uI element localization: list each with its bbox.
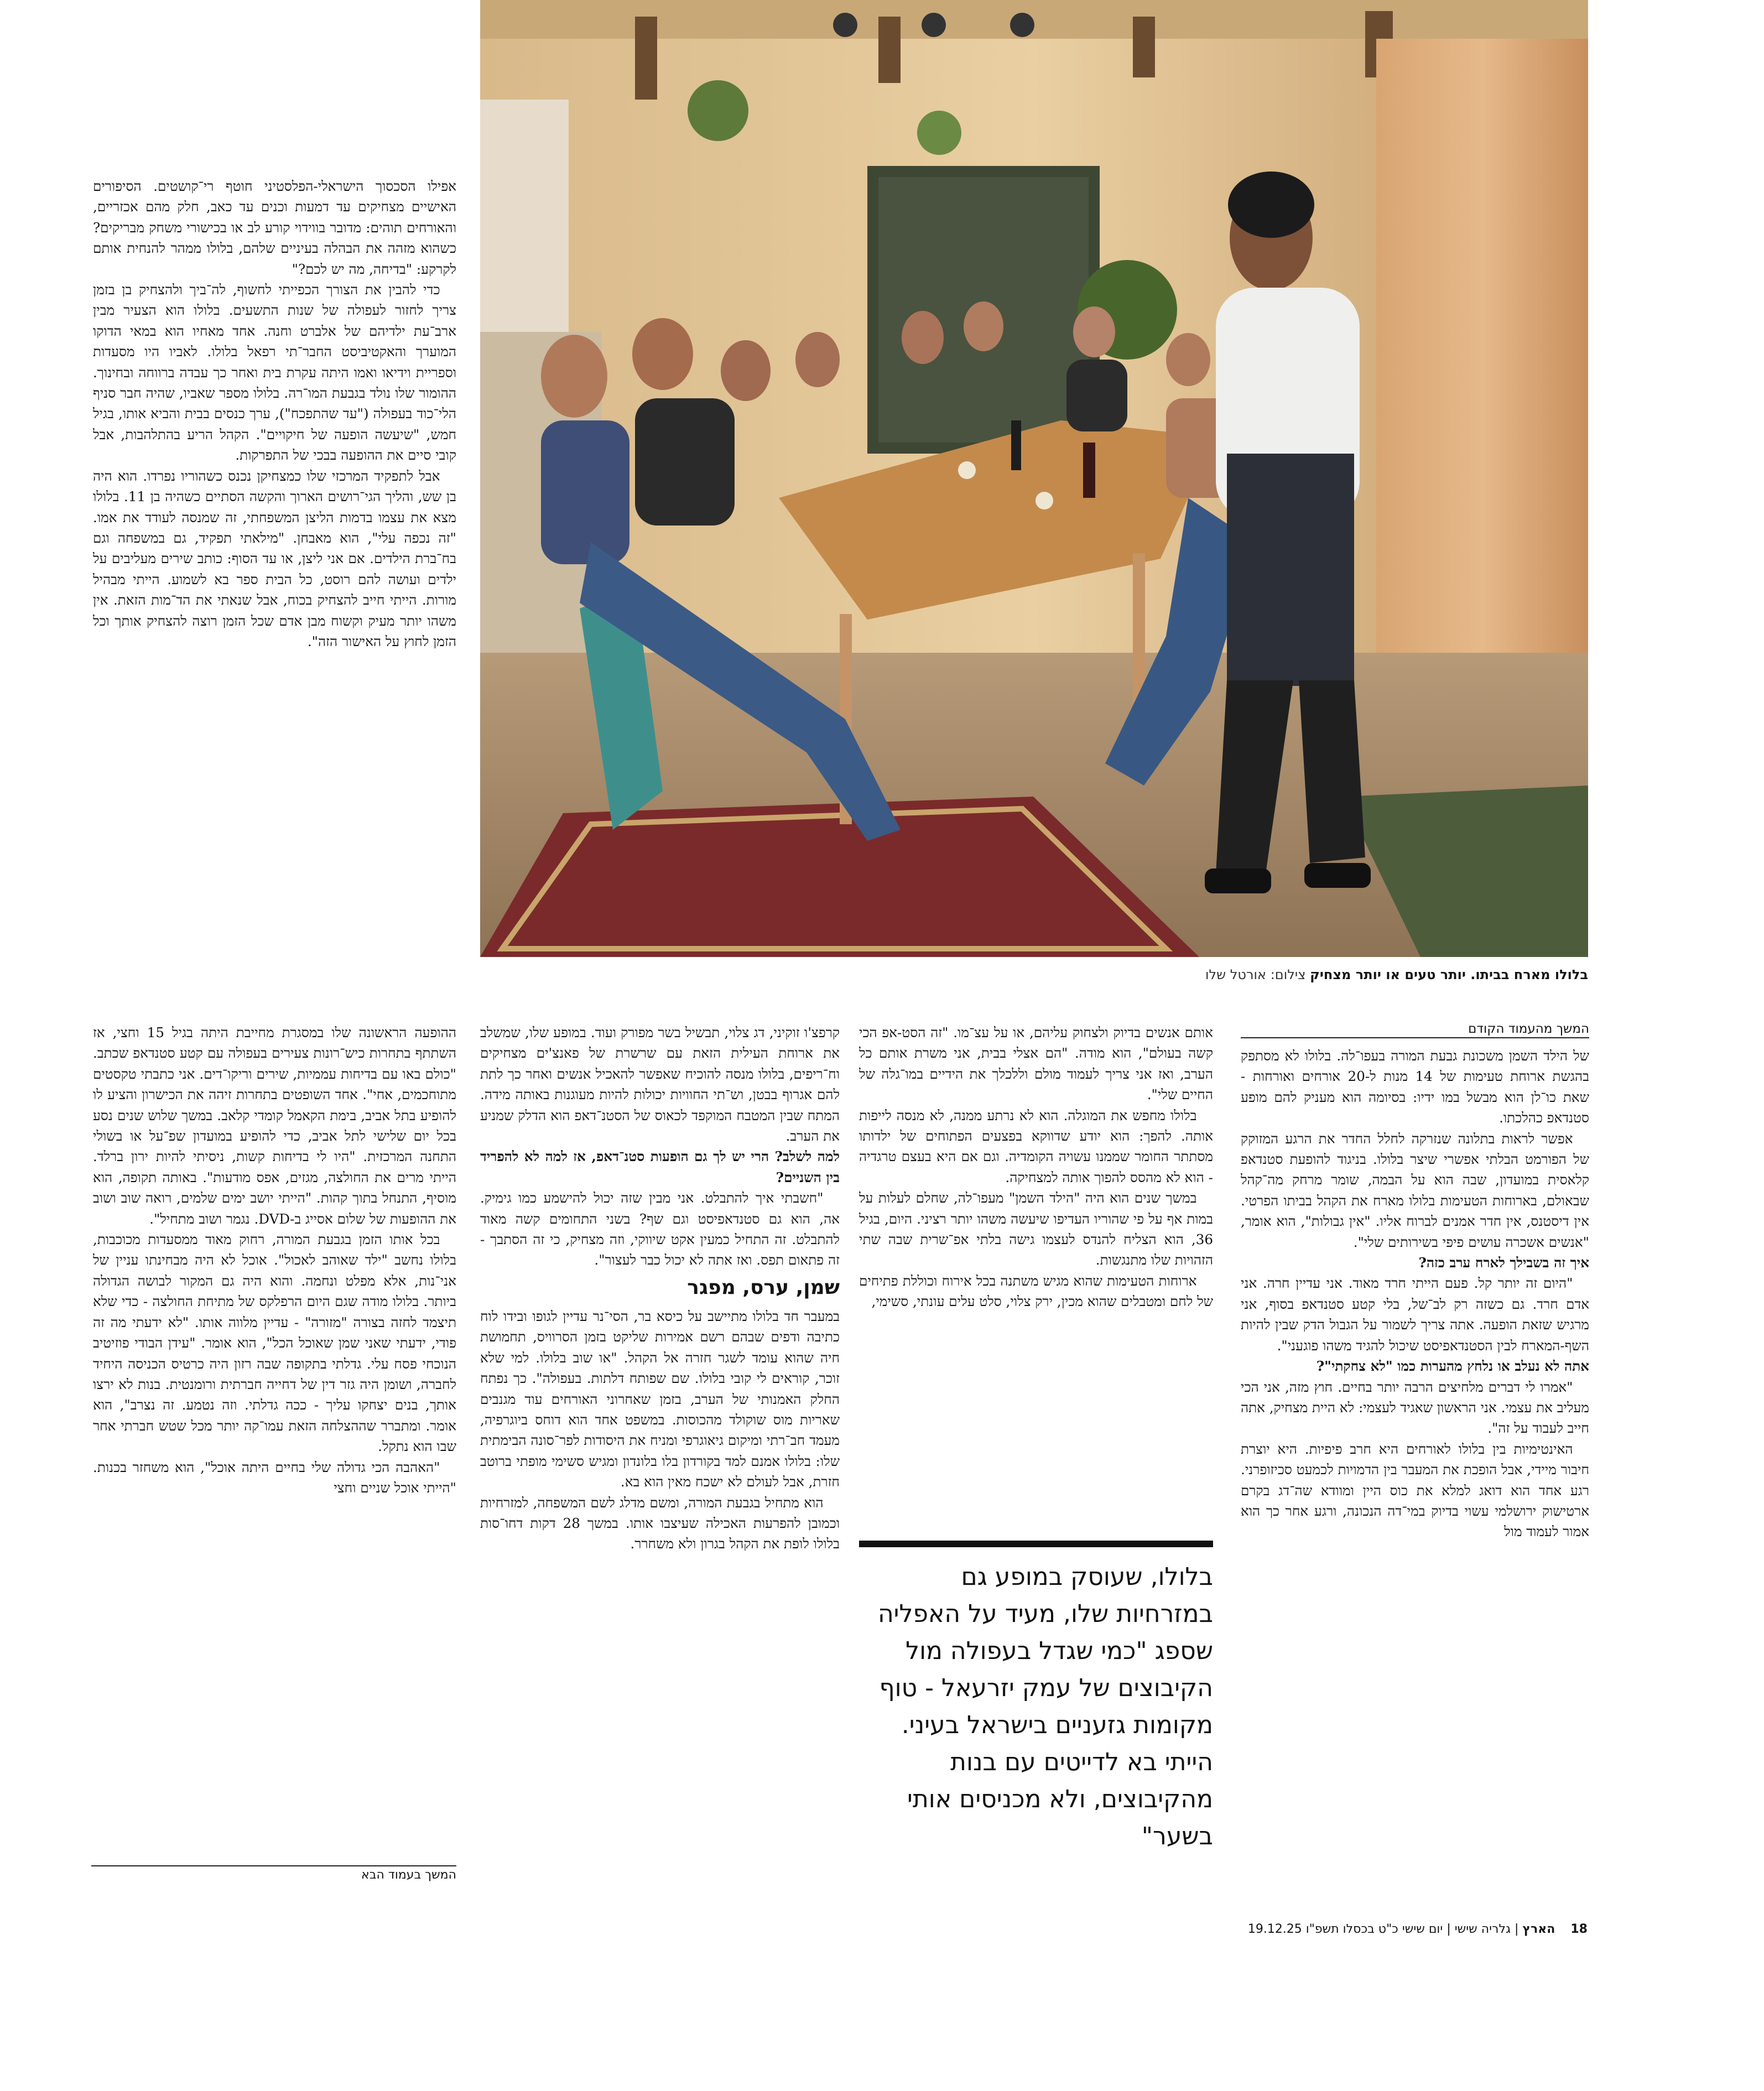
continued-from-label: המשך מהעמוד הקודם (1241, 1021, 1589, 1038)
section-name: גלריה שישי (1454, 1922, 1511, 1936)
paragraph: של הילד השמן משכונת גבעת המורה בעפו־לה. בלולו לא מסתפק בהגשת ארוחת טעימות של 14 מנות ל-20 אורחים ואורחות - שאת כו־לן הוא מבשל במו ידיו: בסיומה הוא מעניק להם מופע סטנדאפ כהלכתו. (1241, 1048, 1589, 1126)
column-left-top (93, 176, 456, 989)
interview-question: אתה לא נעלב או נלחץ מהערות כמו "לא צחקתי"? (1316, 1358, 1589, 1375)
paragraph: כדי להבין את הצורך הכפייתי לחשוף, לה־ביך ולהצחיק בן בזמן צריך לחזור לעפולה של שנות התשעים. בלולו הוא הצעיר מבין ארב־עת ילדיהם של אלברט וחנה. אחד מאחיו הוא במאי הדוקו המוערך והאקטיביסט החבר־תי רפאל בלולו. לאביו היו מסעדות וספריית וידיאו ואמו היתה עקרת בית ואחר כך עבדה ברווחה ובחינוך. ההומור שלו נולד בגבעת המו־רה. בלולו מספר שאביו, שהיה חבר סניף הלי־כוד בעפולה ("עד שהתפכח"), ערך כנסים בבית והביא אותו, בגיל חמש, "שיעשה הופעה של חיקויים". הקהל הריע בהתלהבות, אבל קובי סיים את ההופעה בבכי של התפרקות. (93, 282, 456, 464)
paragraph: אותם אנשים בדיוק ולצחוק עליהם, או על עצ־מו. "זה הסט-אפ הכי קשה בעולם", הוא מודה. "הם אצלי בבית, אני משרת אותם כל הערב, ואז אני צריך לעמוד מולם וללכלך את הידיים במו־גלה של החיים שלי". (859, 1024, 1213, 1103)
interview-question: למה לשלב? הרי יש לך גם הופעות סטנ־דאפ, אז למה לא להפריד בין השניים? (480, 1148, 840, 1185)
paragraph: אבל לתפקיד המרכזי שלו כמצחיקן נכנס כשהוריו נפרדו. הוא היה בן שש, והליך הגי־רושים הארוך והקשה הסתיים כשהיה בן 11. בלולו מצא את עצמו בדמות הליצן המשפחתי, זה שמנסה לעודד את אמו. "זה נכפה עלי", הוא מאבחן. "מילאתי תפקיד, גם במשפחה וגם בח־ברת הילדים. אם אני ליצן, או עד הסוף: כותב שירים מעליבים על ילדים ועושה להם רוסט, כל הבית ספר בא לשמוע. הייתי מבהיל מורות. הייתי חייב להצחיק בכוח, אבל שנאתי את הד־מות הזאת. אין משהו יותר מעיק וקשוח מבן אדם שכל הזמן רוצה להצחיק אותך וכל הזמן לחוץ על האישור הזה". (93, 467, 456, 649)
paragraph: אפילו הסכסוך הישראלי-הפלסטיני חוטף רי־קושטים. הסיפורים האישיים מצחיקים עד דמעות וכנים עד כאב, חלק מהם אכזריים, והאורחים תוהים: מדובר בווידוי קורע לב או בכישורי משחק מבריקים? כשהוא מזהה את הבהלה בעיניים שלהם, בלולו ממהר להנחית אותם לקרקע: "בדיחה, מה יש לכם?" (93, 178, 456, 277)
paragraph: ארוחות הטעימות שהוא מגיש משתנה בכל אירוח וכוללת פתיחים של לחם ומטבלים שהוא מכין, ירק צלוי, סלט עלים עונתי, סשימי, (859, 1272, 1213, 1310)
page-footer (1134, 1920, 1588, 1939)
footer-separator: | (1443, 1922, 1451, 1936)
paragraph: "אמרו לי דברים מלחיצים הרבה יותר בחיים. חוץ מזה, אני הכי מעליב את עצמי. אני הראשון שאגיד לעצמי: לא היית מצחיק, אתה חייב לעבוד על זה". (1241, 1379, 1589, 1437)
paragraph: ההופעה הראשונה שלו במסגרת מחייבת היתה בגיל 15 וחצי, אז השתתף בתחרות כיש־רונות צעירים בעפולה עם קטע סטנדאפ שכתב. "כולם באו עם בדיחות עממיות, שירים וריקו־דים. אני כתבתי טקסטים מתוחכמים, אחי". אחד השופטים בתחרות זיהה את הכישרון והציע לו להופיע בתל אביב, בימת הקאמל קומדי קלאב. במשך שלוש שנים נסע בכל יום שלישי לתל אביב, כדי להופיע במועדון שפ־על או בשולי התחנה המרכזית. "היו לי בדיחות קשות, ניסיתי להיות ירון ברלד. הייתי מרים את החולצה, מגזים, אפס מודעות". באותה תקופה, הוא מוסיף, התנחל בתוך קהות. "הייתי יושב ימים שלמים, רואה שוב ושוב את ההופעות של שלום אסייג ב-DVD. נגמר ושוב מתחיל". (93, 1024, 456, 1227)
issue-date: יום שישי כ"ט בכסלו תשפ"ו 19.12.25 (1247, 1922, 1443, 1936)
footer-separator: | (1511, 1922, 1519, 1936)
section-subheading: שמן, ערס, מפגר (687, 1276, 840, 1299)
photo-credit: צילום: אורטל שלו (1205, 967, 1306, 982)
dinner-photo (480, 0, 1588, 957)
column-1 (1241, 1046, 1589, 1900)
paragraph: אפשר לראות בתלונה שנזרקה לחלל החדר את הרגע המזוקק של הפורמט הבלתי אפשרי שיצר בלולו. בניגוד להופעת סטנדאפ קלאסית במועדון, שבה הוא על הבמה, שומר מרחק מה־קהל שבאולם, בארוחות הטעימות בלולו מארח את הקהל בביתו הפרטי. אין דיסטנס, אין חדר אמנים לברוח אליו. "אין גבולות", הוא אומר, "אנשים אשכרה עושים פיפי בשירותים שלי". (1241, 1130, 1589, 1250)
paragraph: "היום זה יותר קל. פעם הייתי חרד מאוד. אני עדיין חרה. אני אדם חרד. גם כשזה רק לב־של, בלי קטע סטנדאפ בסוף, אני מרגיש שזאת הופעה. אתה צריך לשמור על הגבול הדק שבין להיות השף-המארח לבין הסטנדאפיסט שיכול להגיד משהו פוגעני". (1241, 1275, 1589, 1354)
column-2 (859, 1022, 1213, 1531)
paragraph: במעבר חד בלולו מתיישב על כיסא בר, הסי־נר עדיין לגופו ובידו לוח כתיבה ודפים שבהם רשם אמירות שליקט בזמן הסרוויס, תחמושת חיה שהוא עומד לשגר חזרה אל הקהל. "או שוב בלולו. למי שלא זוכר, קוראים לי קובי בלולו. שם שפותח דלתות. בעפולה". כך נפתח החלק האמנותי של הערב, בזמן שאחרוני האורחים עוד מגנבים שאריות מוס שוקולד מהכוסות. במשפט אחד הוא דוחס ביוגרפיה, מעמד חב־רתי ומיקום גיאוגרפי ומניח את היסודות לפר־סונה הבימתית שלו: בלולו אמנם למד בקורדון בלו בלונדון ומגיש סשימי מופתי ברוטב חזרת, אבל לעולם לא ישכח מאין הוא בא. (480, 1308, 840, 1490)
caption-text: בלולו מארח בביתו. יותר טעים או יותר מצחיק (1310, 967, 1588, 982)
paragraph: האינטימיות בין בלולו לאורחים היא חרב פיפיות. היא יוצרת חיבור מיידי, אבל הופכת את המעבר בין הדמויות לכמעט סכיזופרני. רגע אחד הוא דואג למלא את כוס היין ומוודא שה־דג בקרם ארטישוק ירושלמי עשוי בדיוק במי־דה הנכונה, ורגע אחר כך הוא אמור לעמוד מול (1241, 1440, 1589, 1540)
paragraph: במשך שנים הוא היה "הילד השמן" מעפו־לה, שחלם לעלות על במות אף על פי שהוריו העדיפו שיעשה משהו יותר רציני. היום, בגיל 36, הוא הצליח להנדס לעצמו גישה בלתי אפ־שרית שבה שתי הזהויות שלו מתנגשות. (859, 1190, 1213, 1268)
dinner-photo-image (480, 0, 1588, 957)
paragraph: קרפצ'ו זוקיני, דג צלוי, תבשיל בשר מפורק ועוד. במופע שלו, שמשלב את ארוחת העילית הזאת עם שרשרת של פאנצ'ים מצחיקים וח־ריפים, בלולו מנסה להוכיח שאפשר להאכיל אנשים ואחר כך לתת להם אגרוף בבטן, וש־תי החוויות יכולות להיות מעוגנות באותה מידה. המתח שבין המטבח המוקפד לכאוס של הסטנ־דאפ הוא הדלק שמניע את הערב. (480, 1024, 840, 1145)
paragraph: הוא מתחיל בגבעת המורה, ומשם מדלג לשם המשפחה, למזרחיות וכמובן להפרעות האכילה שעיצבו אותו. במשך 28 דקות דחו־סות בלולו לופת את הקהל בגרון ולא משחרר. (480, 1494, 840, 1552)
paragraph: בכל אותו הזמן בגבעת המורה, רחוק מאוד ממסעדות מכוכבות, בלולו נחשב "ילד שאוהב לאכול". אוכל לא היה מבחינתו עניין של אני־נות, אלא מפלט ונחמה. והוא היה גם המקור לבושה הגדולה ביותר. בלולו מודה שגם היום הרפלקס של מתיחת החולצה - כדי שלא תיצמד לחזה בצורה "מזורה" - עדיין מלווה אותו. "לא ידעתי מה זה פודי, ידעתי שאני שמן שאוכל הכל", הוא אומר. "עידן הבודי פוזיטיב הנוכחי פסח עלי. גדלתי בתקופה שבה רזון היה כרטיס הכניסה היחיד לחברה, ושומן היה גזר דין של דחייה חברתית ורומנטית. בנות לא ירצו אותך, בנים יצחקו עליך - ככה גדלתי. וזה נטמע. זה נצרב", הוא אומר. ומתברר שההצלחה הזאת עמו־קה יותר מכל שטש חברתי אחר שבו הוא נתקל. (93, 1231, 456, 1455)
column-3 (480, 1022, 840, 1902)
column-left-bottom (93, 1022, 456, 1855)
photo-caption (480, 964, 1588, 986)
pull-quote: בלולו, שעוסק במופע גם במזרחיות שלו, מעיד על האפליה שספג "כמי שגדל בעפולה מול הקיבוצים של עמק יזרעאל - טוף מקומות גזעניים בישראל בעיני. הייתי בא לדייטים עם בנות מהקיבוצים, ולא מכניסים אותי בשער" (859, 1541, 1213, 1906)
interview-question: איך זה בשבילך לארח ערב כזה? (1418, 1255, 1589, 1271)
footer-separator (1559, 1922, 1567, 1936)
paragraph: "האהבה הכי גדולה שלי בחיים היתה אוכל", הוא משחזר בכנות. "הייתי אוכל שניים וחצי (93, 1459, 456, 1496)
newspaper-name: הארץ (1522, 1922, 1555, 1936)
page-number: 18 (1570, 1922, 1588, 1936)
paragraph: בלולו מחפש את המוגלה. הוא לא נרתע ממנה, לא מנסה לייפות אותה. להפך: הוא יודע שדווקא בפצעים הפתוחים של ילדותו מסתתר החומר שממנו עשויה הקומדיה. וגם אם היא בעצם טרגדיה - הוא לא מהסס להפוך אותה למצחיקה. (859, 1107, 1213, 1185)
continued-next-label: המשך בעמוד הבא (91, 1865, 456, 1884)
paragraph: "חשבתי איך להתבלט. אני מבין שזה יכול להישמע כמו גימיק. אה, הוא גם סטנדאפיסט וגם שף? בשני התחומים קשה מאוד להתבלט. זה התחיל כמעין אקט שיווקי, וזה מצחיק, כי זה הסתבך - זה פתאום תפס. ואז אתה לא יכול כבר לעצור". (480, 1190, 840, 1268)
